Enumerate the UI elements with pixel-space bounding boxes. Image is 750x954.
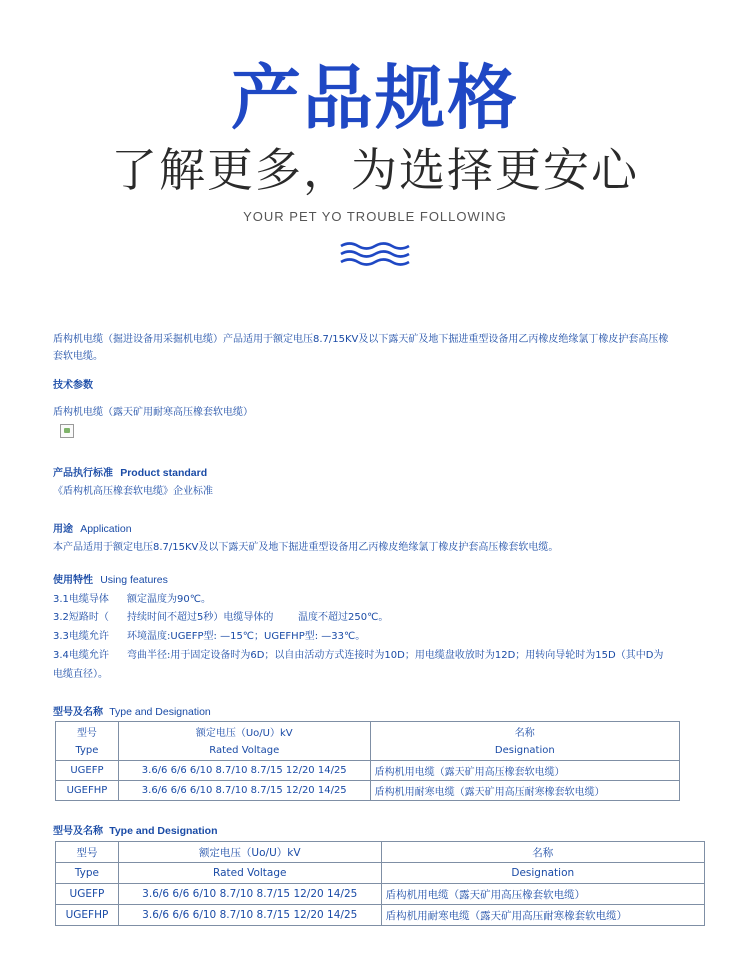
table-1-heading-cn: 型号及名称	[53, 707, 103, 718]
feature-label: 3.2短路时（	[53, 612, 109, 623]
table-1-heading-en: Type and Designation	[109, 706, 211, 718]
feature-text: 持续时间不超过5秒）电缆导体的	[127, 612, 274, 623]
table-cell-designation: 盾构机用电缆（露天矿用高压橡套软电缆）	[381, 884, 704, 905]
feature-text: 环境温度:UGEFP型: —15℃；UGEFHP型: —33℃。	[127, 631, 366, 642]
application-text: 本产品适用于额定电压8.7/15KV及以下露天矿及地下掘进重型设备用乙丙橡皮绝缘氯丁橡皮护套高压橡套软电缆。	[53, 542, 559, 553]
type-designation-table-1	[55, 721, 680, 801]
feature-label: 3.4电缆允许	[53, 650, 109, 661]
page-subtitle: 了解更多，为选择更安心	[111, 143, 639, 197]
table-header-cell: Type	[56, 863, 119, 884]
table-cell-type: UGEFHP	[56, 905, 119, 926]
feature-continuation: 电缆直径）。	[53, 669, 108, 680]
table-header-cell: Designation	[370, 741, 679, 761]
feature-text-extra: 温度不超过250℃。	[298, 612, 389, 623]
features-heading-cn: 使用特性	[53, 575, 93, 586]
table-2-heading	[53, 824, 218, 839]
application-heading	[53, 522, 132, 537]
table-cell-type: UGEFP	[56, 884, 119, 905]
table-2-heading-cn: 型号及名称	[53, 826, 103, 837]
broken-image-icon	[60, 424, 74, 438]
table-header-row	[56, 863, 705, 884]
table-header-cell: 额定电压（Uo/U）kV	[118, 842, 381, 863]
table-header-cell: Rated Voltage	[118, 741, 370, 761]
table-1-heading	[53, 705, 211, 720]
english-tagline: YOUR PET YO TROUBLE FOLLOWING	[243, 209, 507, 224]
standard-heading-cn: 产品执行标准	[53, 468, 113, 479]
table-row	[56, 884, 705, 905]
intro-line-2: 套软电缆。	[53, 351, 103, 362]
type-designation-table-2	[55, 841, 705, 926]
table-header-cell: 型号	[56, 842, 119, 863]
feature-text: 弯曲半径:用于固定设备时为6D；以自由活动方式连接时为10D；用电缆盘收放时为12D；用转向导轮时为15D（其中D为	[127, 650, 664, 661]
table-header-cell: 名称	[381, 842, 704, 863]
table-header-cell: Rated Voltage	[118, 863, 381, 884]
table-header-row	[56, 842, 705, 863]
table-cell-voltage: 3.6/6 6/6 6/10 8.7/10 8.7/15 12/20 14/25	[118, 884, 381, 905]
application-heading-en: Application	[80, 523, 132, 535]
table-cell-type: UGEFP	[56, 761, 119, 781]
tech-params-item: 盾构机电缆（露天矿用耐寒高压橡套软电缆）	[53, 407, 253, 418]
page-title: 产品规格	[231, 57, 519, 139]
application-heading-cn: 用途	[53, 524, 73, 535]
table-row	[56, 905, 705, 926]
feature-label: 3.1电缆导体	[53, 594, 109, 605]
intro-line-1: 盾构机电缆（掘进设备用采掘机电缆）产品适用于额定电压8.7/15KV及以下露天矿及地下掘进重型设备用乙丙橡皮绝缘氯丁橡皮护套高压橡	[53, 334, 669, 345]
table-cell-voltage: 3.6/6 6/6 6/10 8.7/10 8.7/15 12/20 14/25	[118, 761, 370, 781]
table-header-cell: Type	[56, 741, 119, 761]
table-header-cell: 型号	[56, 722, 119, 742]
tech-params-heading: 技术参数	[53, 380, 93, 391]
table-row	[56, 761, 680, 781]
features-heading-en: Using features	[100, 574, 168, 586]
table-row	[56, 781, 680, 801]
table-cell-voltage: 3.6/6 6/6 6/10 8.7/10 8.7/15 12/20 14/25	[118, 905, 381, 926]
table-cell-voltage: 3.6/6 6/6 6/10 8.7/10 8.7/15 12/20 14/25	[118, 781, 370, 801]
features-heading	[53, 573, 168, 588]
table-header-cell: 额定电压（Uo/U）kV	[118, 722, 370, 742]
table-cell-designation: 盾构机用电缆（露天矿用高压橡套软电缆）	[370, 761, 679, 781]
table-cell-type: UGEFHP	[56, 781, 119, 801]
table-cell-designation: 盾构机用耐寒电缆（露天矿用高压耐寒橡套软电缆）	[370, 781, 679, 801]
standard-heading	[53, 466, 207, 481]
table-header-cell: 名称	[370, 722, 679, 742]
table-header-row	[56, 722, 680, 742]
table-cell-designation: 盾构机用耐寒电缆（露天矿用高压耐寒橡套软电缆）	[381, 905, 704, 926]
standard-heading-en: Product standard	[120, 467, 208, 479]
feature-text: 额定温度为90℃。	[127, 594, 211, 605]
table-2-heading-en: Type and Designation	[109, 825, 218, 837]
standard-text: 《盾构机高压橡套软电缆》企业标准	[53, 486, 213, 497]
table-header-cell: Designation	[381, 863, 704, 884]
feature-label: 3.3电缆允许	[53, 631, 109, 642]
wave-icon	[339, 240, 411, 270]
table-header-row	[56, 741, 680, 761]
